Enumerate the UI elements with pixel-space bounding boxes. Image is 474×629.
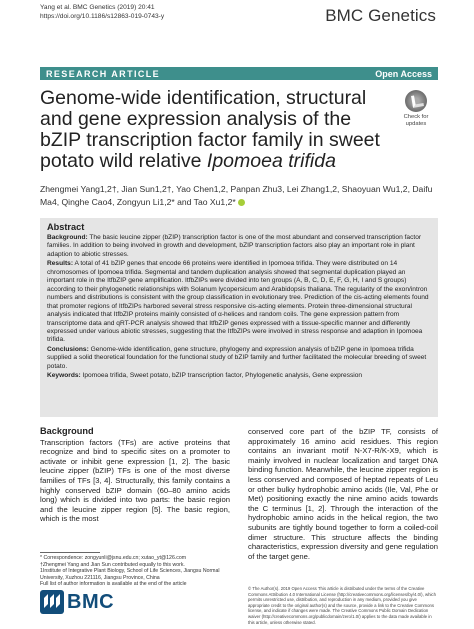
- article-type: RESEARCH ARTICLE: [46, 68, 161, 79]
- author-list: [40, 183, 438, 208]
- authors-text: Zhengmei Yang1,2†, Jian Sun1,2†, Yao Chen1,2, Panpan Zhu3, Lei Zhang1,2, Shaoyuan Wu1,2, Daifu Ma4, Qinghe Cao4, Zongyun Li1,2* and Tao Xu1,2*: [40, 184, 433, 207]
- right-paragraph: conserved core part of the bZIP TF, consists of approximately 16 amino acid residues. This region contains an invariant motif N-X7-R/K-X9, which is mainly involved in nuclear localization and target DNA binding function. Meanwhile, the leucine zipper region is less conserved and composed of heptad repeats of Leu or other bulky hydrophobic amino acids (Ile, Val, Phe or Met) positioning exactly the nine amino acids towards the C terminus [1, 2]. Through the interaction of the hydrophobic amino acids in the helical region, the two subunits are tightly bound together to form a coiled-coil dimer structure. This structure affects the binding characteristics, expression diversity and gene regulation of the target gene.: [248, 427, 438, 561]
- bmc-logo-text: BMC: [67, 590, 115, 613]
- abstract-keywords: [47, 372, 431, 380]
- check-updates-icon: [405, 90, 427, 112]
- abstract-results: [47, 260, 431, 345]
- license-text: © The Author(s). 2019 Open Access This article is distributed under the terms of the Creative Commons Attribution 4.0 International License (http://creativecommons.org/licenses/by/4.0/), which permits unrestricted use, distribution, and reproduction in any medium, provided you give appropriate credit to the original author(s) and the source, provide a link to the Creative Commons license, and indicate if changes were made. The Creative Commons Public Domain Dedication waiver (http://creativecommons.org/publicdomain/zero/1.0/) applies to the data made available in this article, unless otherwise stated.: [248, 586, 436, 625]
- background-text: The basic leucine zipper (bZIP) transcription factor is one of the most abundant and conserved transcription factor families. In addition to being involved in growth and development, bZIP transcription factors also play an important role in plant adaption to abiotic stresses.: [47, 234, 422, 258]
- article-banner: [40, 67, 438, 80]
- abstract-background: [47, 234, 431, 259]
- abstract-box: [40, 218, 438, 417]
- doi-link[interactable]: https://doi.org/10.1186/s12863-019-0743-y: [40, 12, 165, 20]
- bmc-mark-icon: [40, 590, 64, 614]
- journal-name: BMC Genetics: [325, 6, 436, 25]
- affiliation-line: 1Institute of Integrative Plant Biology, School of Life Sciences, Jiangsu Normal University, Xuzhou 221116, Jiangsu Province, China: [40, 568, 220, 581]
- correspondence-line[interactable]: * Correspondence: zongyunli@jsnu.edu.cn; xutao_yt@126.com: [40, 555, 187, 561]
- results-text: A total of 41 bZIP genes that encode 66 proteins were identified in Ipomoea trifida. They were distributed on 14 chromosomes of Ipomoea trifida. Segmental and tandem duplication analysis showed that segmental duplication played an important role in the ItfbZIP gene amplification. ItfbZIPs were divided into ten groups (A, B, C, D, E, F, G, H, I and S groups) according to their phylogenetic relationships with Solanum lycopersicum and Arabidopsis thaliana. The regularity of the exon/intron numbers and distributions is consistent with the group classification in evolutionary tree. Prediction of the cis-acting elements found that promoter regions of ItfbZIPs harbored several stress responsive cis-acting elements. Protein three-dimensional structural analysis indicated that ItfbZIP proteins mainly consisted of α-helices and random coils. The gene expression pattern from transcriptome data and qRT-PCR analysis showed that ItfbZIP genes expressed with a tissue-specific manner and differently expressed under various abiotic stresses, suggesting that the ItfbZIPs were involved in stress response and adaption in Ipomoea trifida.: [47, 260, 429, 344]
- badge-line-1: Check for: [403, 114, 429, 120]
- conclusions-label: Conclusions:: [47, 345, 89, 353]
- footnotes: [40, 555, 230, 588]
- citation-line-1: Yang et al. BMC Genetics (2019) 20:41: [40, 4, 155, 11]
- article-title: [40, 88, 392, 172]
- results-label: Results:: [47, 260, 74, 268]
- title-main: Genome-wide identification, structural and gene expression analysis of the bZIP transcription factor family in sweet potato wild relative: [40, 87, 380, 172]
- bmc-logo: [40, 590, 114, 614]
- abstract-conclusions: [47, 346, 431, 371]
- background-heading: Background: [40, 426, 94, 436]
- left-paragraph: Transcription factors (TFs) are active proteins that recognize and bind to specific sites on a promoter to activate or inhibit gene expression [1, 2]. The basic leucine zipper (bZIP) TFs is one of the most diverse families of TFs [3, 4]. Structurally, this family contains a highly conserved bZIP domain (60–80 amino acids long) which is divided into two parts: the basic region and the leucine zipper region [5]. The basic region, which is the most: [40, 437, 230, 524]
- keywords-label: Keywords:: [47, 372, 81, 380]
- body-left-column: [40, 427, 230, 524]
- orcid-icon[interactable]: [238, 199, 245, 206]
- footnote-divider: [40, 552, 100, 553]
- background-label: Background:: [47, 234, 88, 241]
- badge-line-2: updates: [405, 120, 427, 127]
- equal-contribution-line: †Zhengmei Yang and Jian Sun contributed equally to this work.: [40, 561, 185, 568]
- body-right-column: [248, 427, 438, 561]
- conclusions-text: Genome-wide identification, gene structure, phylogeny and expression analysis of bZIP gene in Ipomoea trifida supplied a solid theoretical foundation for the functional study of bZIP family and further facilitated the molecular breeding of sweet potato.: [47, 345, 427, 370]
- keywords-text: Ipomoea trifida, Sweet potato, bZIP transcription factor, Phylogenetic analysis, Gene expression: [80, 372, 363, 380]
- check-for-updates-badge[interactable]: [395, 90, 437, 127]
- author-info-line: Full list of author information is available at the end of the article: [40, 581, 187, 588]
- abstract-heading: Abstract: [47, 222, 85, 232]
- citation: [40, 4, 164, 21]
- open-access-label: Open Access: [375, 68, 432, 79]
- title-species: Ipomoea trifida: [206, 150, 336, 172]
